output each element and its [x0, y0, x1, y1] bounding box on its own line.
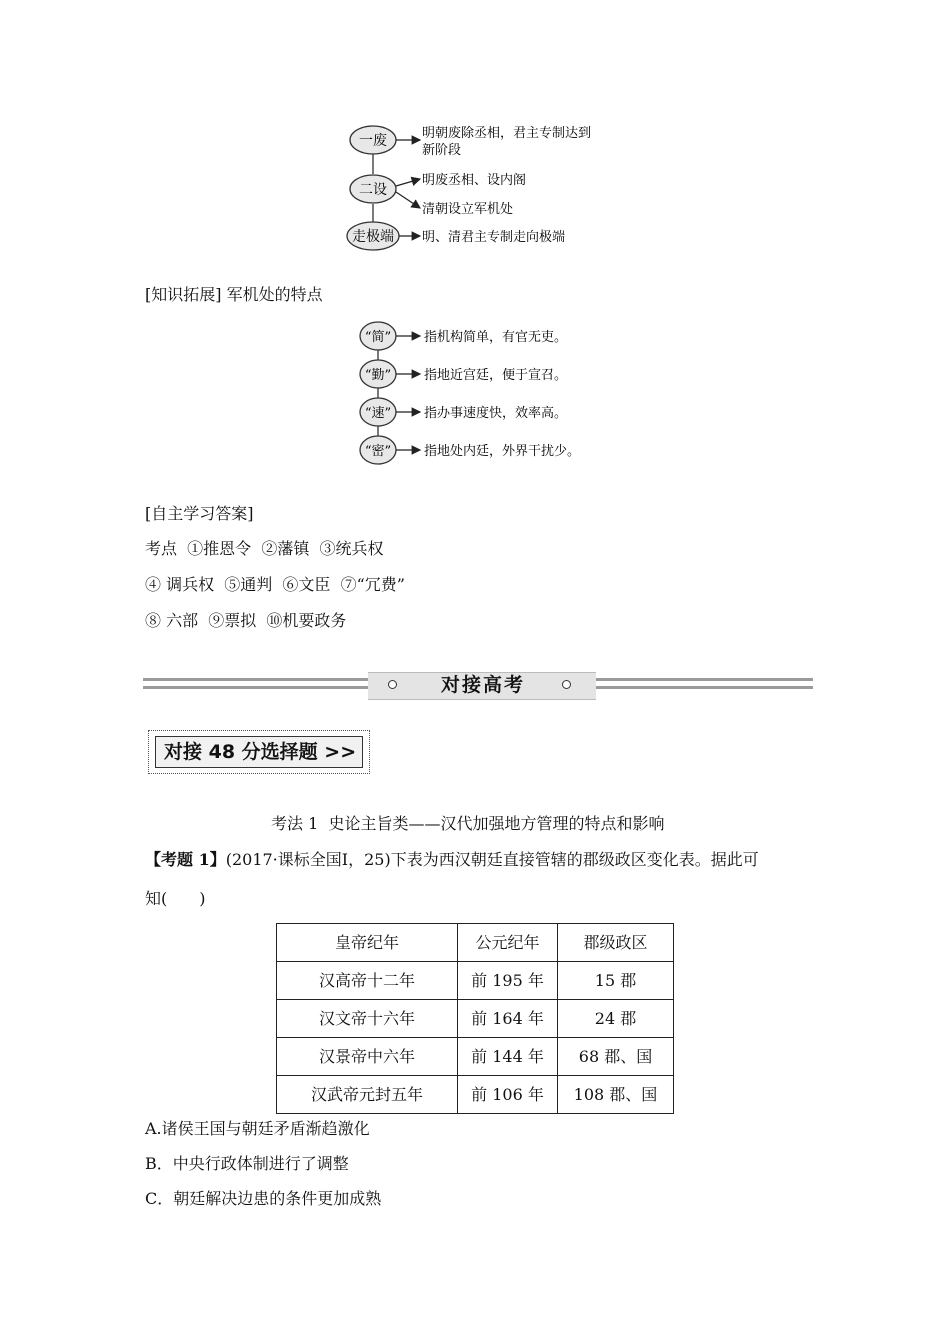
node-label: “密” [364, 444, 392, 459]
answers-line-3: ⑧ 六部 ⑨票拟 ⑩机要政务 [145, 611, 347, 630]
table-cell: 68 郡、国 [558, 1038, 674, 1076]
answers-line-1: 考点 ①推恩令 ②藩镇 ③统兵权 [145, 539, 384, 558]
diagram-item: 新阶段 [422, 143, 462, 158]
table-row [277, 1000, 674, 1038]
option-b[interactable]: B．中央行政体制进行了调整 [145, 1154, 349, 1173]
table-header-row [277, 924, 674, 962]
concept-diagram-1 [340, 118, 620, 258]
section-label-box [148, 730, 370, 774]
concept-diagram-2 [350, 318, 600, 473]
table-cell: 15 郡 [558, 962, 674, 1000]
option-c[interactable]: C．朝廷解决边患的条件更加成熟 [145, 1189, 382, 1208]
option-a[interactable]: A.诸侯王国与朝廷矛盾渐趋激化 [145, 1119, 370, 1138]
table-cell: 汉高帝十二年 [277, 962, 458, 1000]
answers-heading: [自主学习答案] [145, 504, 254, 523]
question-text: (2017·课标全国Ⅰ，25)下表为西汉朝廷直接管辖的郡级政区变化表。据此可 [225, 850, 759, 869]
district-table [276, 923, 674, 1114]
knowledge-expansion-heading: [知识拓展] 军机处的特点 [145, 285, 323, 304]
question-line-1 [145, 850, 759, 870]
node-label: 走极端 [352, 229, 394, 245]
table-cell: 108 郡、国 [558, 1076, 674, 1114]
table-header: 公元纪年 [458, 924, 558, 962]
diagram-item: 明朝废除丞相，君主专制达到 [422, 126, 592, 141]
diagram-item: 指办事速度快，效率高。 [424, 406, 568, 421]
table-cell: 前 106 年 [458, 1076, 558, 1114]
diagram-item: 清朝设立军机处 [422, 202, 514, 217]
table-cell: 24 郡 [558, 1000, 674, 1038]
answers-line-2: ④ 调兵权 ⑤通判 ⑥文臣 ⑦“冗费” [145, 575, 405, 594]
node-label: “勤” [364, 368, 392, 383]
node-label: 一废 [359, 133, 387, 149]
circle-icon [388, 680, 397, 689]
question-line-2: 知( ) [145, 889, 206, 908]
diagram-item: 明、清君主专制走向极端 [422, 230, 566, 245]
banner-title: 对接高考 [440, 674, 525, 696]
table-row [277, 1038, 674, 1076]
section-label: 对接 48 分选择题 >> [155, 736, 363, 768]
method-title: 考法 1 史论主旨类——汉代加强地方管理的特点和影响 [271, 814, 665, 833]
table-header: 皇帝纪年 [277, 924, 458, 962]
node-label: 二设 [359, 182, 387, 198]
circle-icon [562, 680, 571, 689]
table-header: 郡级政区 [558, 924, 674, 962]
table-cell: 前 195 年 [458, 962, 558, 1000]
table-cell: 汉武帝元封五年 [277, 1076, 458, 1114]
diagram-item: 指机构简单，有官无吏。 [424, 330, 568, 345]
table-cell: 汉文帝十六年 [277, 1000, 458, 1038]
node-label: “简” [364, 330, 392, 345]
diagram-item: 指地近宫廷，便于宣召。 [424, 368, 568, 383]
diagram-item: 明废丞相、设内阁 [422, 173, 527, 188]
table-cell: 前 164 年 [458, 1000, 558, 1038]
table-cell: 汉景帝中六年 [277, 1038, 458, 1076]
table-row [277, 1076, 674, 1114]
diagram-item: 指地处内廷，外界干扰少。 [424, 444, 581, 459]
table-row [277, 962, 674, 1000]
node-label: “速” [364, 406, 392, 421]
table-cell: 前 144 年 [458, 1038, 558, 1076]
question-tag: 【考题 1】 [145, 850, 226, 869]
